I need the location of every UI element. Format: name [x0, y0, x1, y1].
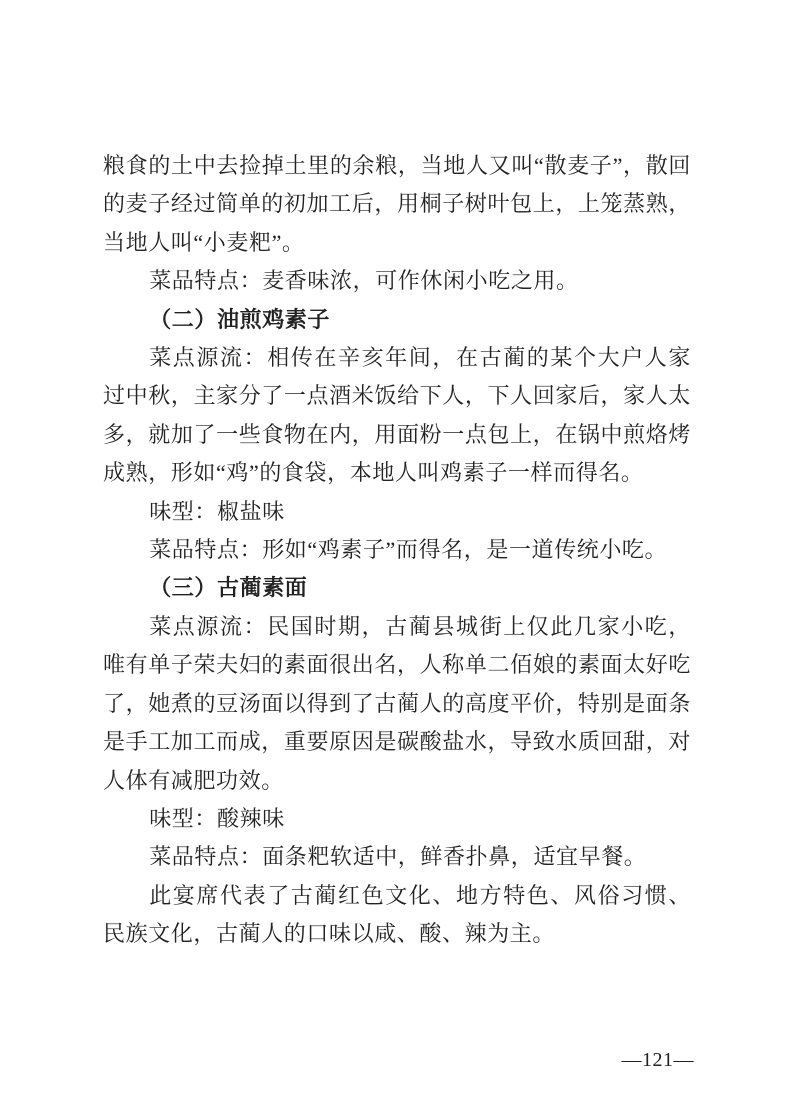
paragraph: 菜品特点：形如“鸡素子”而得名，是一道传统小吃。: [149, 537, 668, 563]
paragraph: 菜点源流：民国时期，古蔺县城街上仅此几家小吃，唯有单子荣夫妇的素面很出名，人称单二佰娘的素面太好吃了，她煮的豆汤面以得到了古蔺人的高度平价，特别是面条是手工加工而成，重要原因是碳酸盐水，导致水质回甜，对人体有减肥功效。: [103, 613, 691, 793]
paragraph: 味型：酸辣味: [149, 805, 285, 831]
paragraph: 味型：椒盐味: [149, 498, 285, 524]
paragraph: 此宴席代表了古蔺红色文化、地方特色、风俗习惯、民族文化，古蔺人的口味以咸、酸、辣为主。: [103, 882, 691, 947]
paragraph: 菜品特点：麦香味浓，可作休闲小吃之用。: [149, 268, 579, 294]
section-heading: （二）油煎鸡素子: [149, 306, 330, 332]
paragraph: 菜品特点：面条粑软适中，鲜香扑鼻，适宜早餐。: [149, 844, 647, 870]
section-heading: （三）古蔺素面: [149, 575, 308, 601]
page-number: —121—: [621, 1049, 694, 1071]
text-block: [103, 147, 691, 954]
paragraph: 粮食的土中去捡掉土里的余粮，当地人又叫“散麦子”，散回的麦子经过简单的初加工后，用桐子树叶包上，上笼蒸熟，当地人叫“小麦粑”。: [103, 153, 691, 255]
paragraph: 菜点源流：相传在辛亥年间，在古蔺的某个大户人家过中秋，主家分了一点酒米饭给下人，下人回家后，家人太多，就加了一些食物在内，用面粉一点包上，在锅中煎烙烤成熟，形如“鸡”的食袋，本地人叫鸡素子一样而得名。: [103, 345, 691, 486]
